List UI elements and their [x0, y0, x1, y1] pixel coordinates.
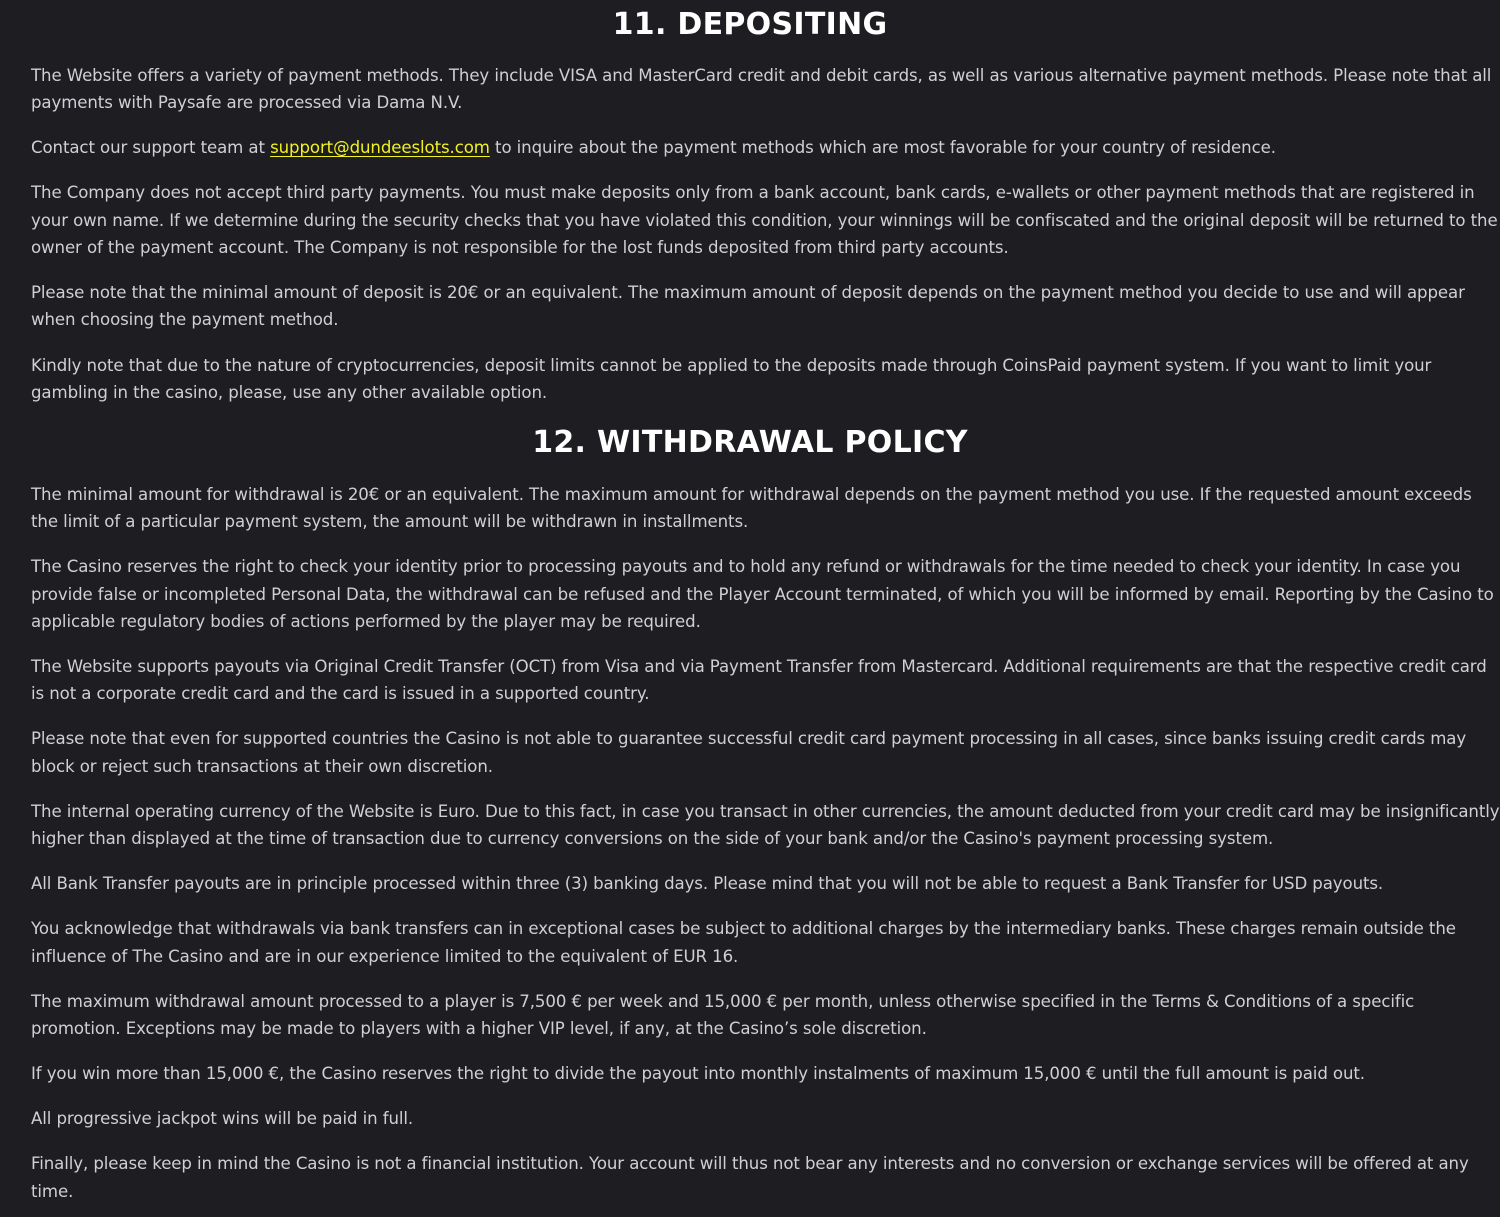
paragraph: If you win more than 15,000 €, the Casino reserves the right to divide the payout into monthly instalments of maximum 15,000 € until the full amount is paid out.: [31, 1064, 1365, 1084]
paragraph: The internal operating currency of the Website is Euro. Due to this fact, in case you transact in other currencies, the amount deducted from your credit card may be insignificantly higher than displayed at the time of transaction due to currency conversions on the side of your bank and/or the Casino's payment processing system.: [31, 801, 1500, 849]
paragraph: The Company does not accept third party payments. You must make deposits only from a bank account, bank cards, e-wallets or other payment methods that are registered in your own name. If we determine during the security checks that you have violated this condition, your winnings will be confiscated and the original deposit will be returned to the owner of the payment account. The Company is not responsible for the lost funds deposited from third party accounts.: [31, 183, 1498, 258]
support-email-link[interactable]: support@dundeeslots.com: [270, 138, 490, 158]
section-depositing: [31, 62, 1500, 406]
paragraph: Finally, please keep in mind the Casino is not a financial institution. Your account will thus not bear any interests and no conversion or exchange services will be offered at any time.: [31, 1154, 1469, 1201]
paragraph: Please note that even for supported countries the Casino is not able to guarantee successful credit card payment processing in all cases, since banks issuing credit cards may block or reject such transactions at their own discretion.: [31, 729, 1467, 776]
paragraph: All Bank Transfer payouts are in principle processed within three (3) banking days. Please mind that you will not be able to request a Bank Transfer for USD payouts.: [31, 874, 1384, 894]
section-title-withdrawal: 12. WITHDRAWAL POLICY: [532, 425, 968, 460]
paragraph: The Website offers a variety of payment methods. They include VISA and MasterCard credit and debit cards, as well as various alternative payment methods. Please note that all payments with Paysafe are processed via Dama N.V.: [31, 66, 1492, 113]
contact-text-after: to inquire about the payment methods which are most favorable for your country of residence.: [489, 138, 1276, 158]
paragraph: Kindly note that due to the nature of cryptocurrencies, deposit limits cannot be applied to the deposits made through CoinsPaid payment system. If you want to limit your gambling in the casino, please, use any other available option.: [31, 355, 1432, 402]
paragraph: The Casino reserves the right to check your identity prior to processing payouts and to hold any refund or withdrawals for the time needed to check your identity. In case you provide false or incompleted Personal Data, the withdrawal can be refused and the Player Account terminated, of which you will be informed by email. Reporting by the Casino to applicable regulatory bodies of actions performed by the player may be required.: [31, 557, 1494, 631]
paragraph: You acknowledge that withdrawals via bank transfers can in exceptional cases be subject to additional charges by the intermediary banks. These charges remain outside the influence of The Casino and are in our experience limited to the equivalent of EUR 16.: [31, 919, 1456, 966]
section-title-depositing: 11. DEPOSITING: [612, 7, 888, 42]
paragraph: All progressive jackpot wins will be paid in full.: [31, 1109, 414, 1129]
paragraph: The Website supports payouts via Original Credit Transfer (OCT) from Visa and via Payment Transfer from Mastercard. Additional requirements are that the respective credit card is not a corporate credit card and the card is issued in a supported country.: [31, 657, 1487, 704]
paragraph: Please note that the minimal amount of deposit is 20€ or an equivalent. The maximum amount of deposit depends on the payment method you decide to use and will appear when choosing the payment method.: [31, 283, 1465, 330]
contact-text-before: Contact our support team at: [31, 138, 271, 158]
paragraph-contact: [31, 134, 1500, 161]
paragraph: The minimal amount for withdrawal is 20€ or an equivalent. The maximum amount for withdrawal depends on the payment method you use. If the requested amount exceeds the limit of a particular payment system, the amount will be withdrawn in installments.: [31, 485, 1472, 532]
section-withdrawal: [31, 481, 1500, 1205]
paragraph: The maximum withdrawal amount processed to a player is 7,500 € per week and 15,000 € per month, unless otherwise specified in the Terms & Conditions of a specific promotion. Exceptions may be made to players with a higher VIP level, if any, at the Casino’s sole discretion.: [31, 991, 1415, 1039]
